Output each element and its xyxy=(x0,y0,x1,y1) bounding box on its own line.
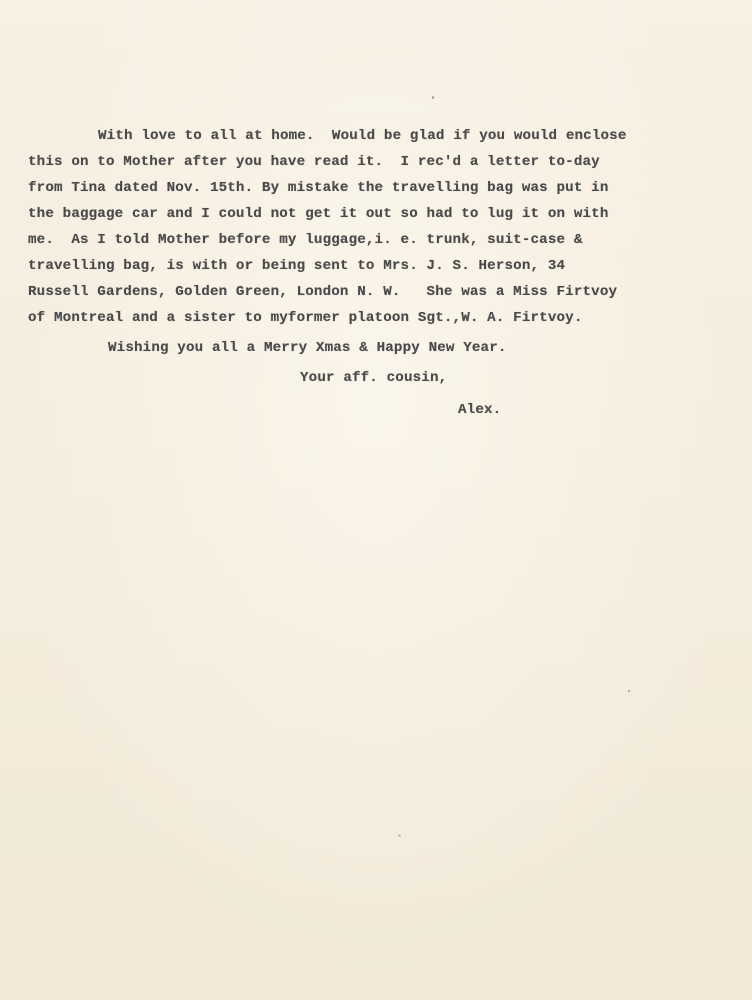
letter-line-3: from Tina dated Nov. 15th. By mistake the travelling bag was put in xyxy=(28,180,609,196)
letter-line-2: this on to Mother after you have read it. I rec'd a letter to-day xyxy=(28,154,600,170)
paper-speck xyxy=(398,834,401,837)
signature: Alex. xyxy=(458,402,502,418)
closing-salutation: Your aff. cousin, xyxy=(300,370,448,386)
letter-line-4: the baggage car and I could not get it out so had to lug it on with xyxy=(28,206,609,222)
letter-line-7: Russell Gardens, Golden Green, London N. W. She was a Miss Firtvoy xyxy=(28,284,618,300)
letter-line-8: of Montreal and a sister to myformer platoon Sgt.,W. A. Firtvoy. xyxy=(28,310,583,326)
paper-speck xyxy=(432,96,434,99)
closing-wishes: Wishing you all a Merry Xmas & Happy New Year. xyxy=(108,340,507,356)
letter-body xyxy=(0,126,752,418)
letter-line-6: travelling bag, is with or being sent to Mrs. J. S. Herson, 34 xyxy=(28,258,566,274)
letter-line-5: me. As I told Mother before my luggage,i. e. trunk, suit-case & xyxy=(28,232,583,248)
paper-speck xyxy=(628,690,630,692)
letter-line-1: With love to all at home. Would be glad if you would enclose xyxy=(98,128,627,144)
